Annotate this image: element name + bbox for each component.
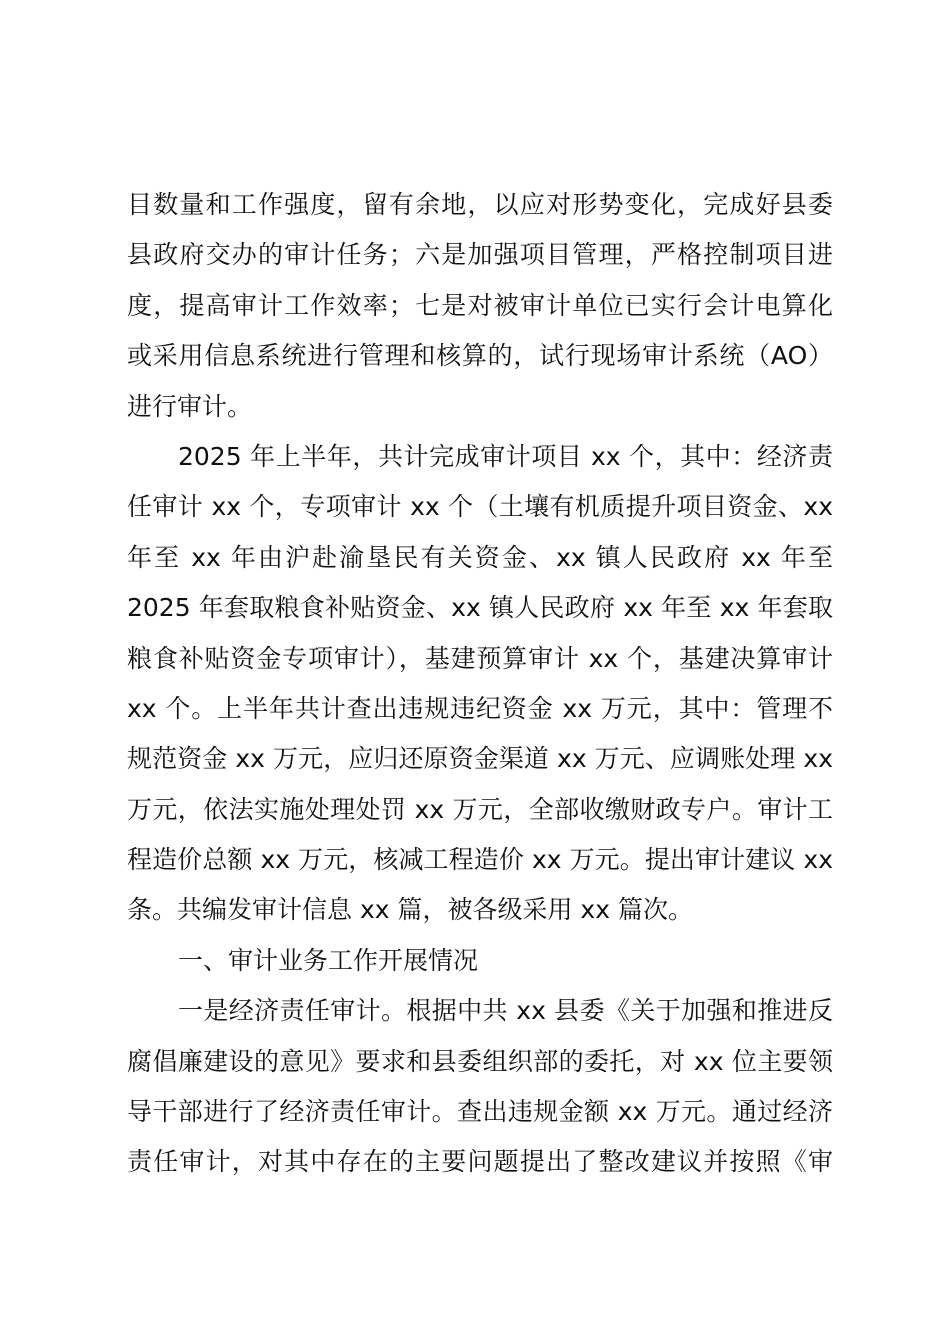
- text-line: 进行审计。: [127, 391, 253, 421]
- section-heading: 一、审计业务工作开展情况: [178, 945, 479, 975]
- text-line: 目数量和工作强度，留有余地，以应对形势变化，完成好县委: [127, 190, 833, 219]
- text-line: 2025 年套取粮食补贴资金、xx 镇人民政府 xx 年至 xx 年套取: [127, 593, 833, 623]
- text-line: 县政府交办的审计任务；六是加强项目管理，严格控制项目进: [127, 240, 833, 270]
- text-line: 腐倡廉建设的意见》要求和县委组织部的委托，对 xx 位主要领: [127, 1046, 833, 1076]
- text-line: 粮食补贴资金专项审计），基建预算审计 xx 个，基建决算审计: [127, 643, 833, 673]
- text-line: 责任审计，对其中存在的主要问题提出了整改建议并按照《审: [127, 1147, 833, 1177]
- text-line: 程造价总额 xx 万元，核减工程造价 xx 万元。提出审计建议 xx: [127, 845, 833, 875]
- text-line: 或采用信息系统进行管理和核算的，试行现场审计系统（AO）: [127, 341, 833, 371]
- text-line: 一是经济责任审计。根据中共 xx 县委《关于加强和推进反: [178, 996, 833, 1026]
- text-line: 年至 xx 年由沪赴渝垦民有关资金、xx 镇人民政府 xx 年至: [127, 542, 833, 572]
- text-line: 任审计 xx 个，专项审计 xx 个（土壤有机质提升项目资金、xx: [127, 492, 833, 522]
- text-line: 度，提高审计工作效率；七是对被审计单位已实行会计电算化: [127, 290, 833, 320]
- text-line: 规范资金 xx 万元，应归还原资金渠道 xx 万元、应调账处理 xx: [127, 744, 833, 774]
- text-line: 条。共编发审计信息 xx 篇，被各级采用 xx 篇次。: [127, 895, 693, 925]
- text-line: 导干部进行了经济责任审计。查出违规金额 xx 万元。通过经济: [127, 1097, 833, 1127]
- text-line: xx 个。上半年共计查出违规违纪资金 xx 万元，其中：管理不: [127, 693, 833, 723]
- text-line: 万元，依法实施处理处罚 xx 万元，全部收缴财政专户。审计工: [127, 794, 833, 824]
- body-text: [127, 180, 833, 1188]
- text-line: 2025 年上半年，共计完成审计项目 xx 个，其中：经济责: [178, 441, 833, 471]
